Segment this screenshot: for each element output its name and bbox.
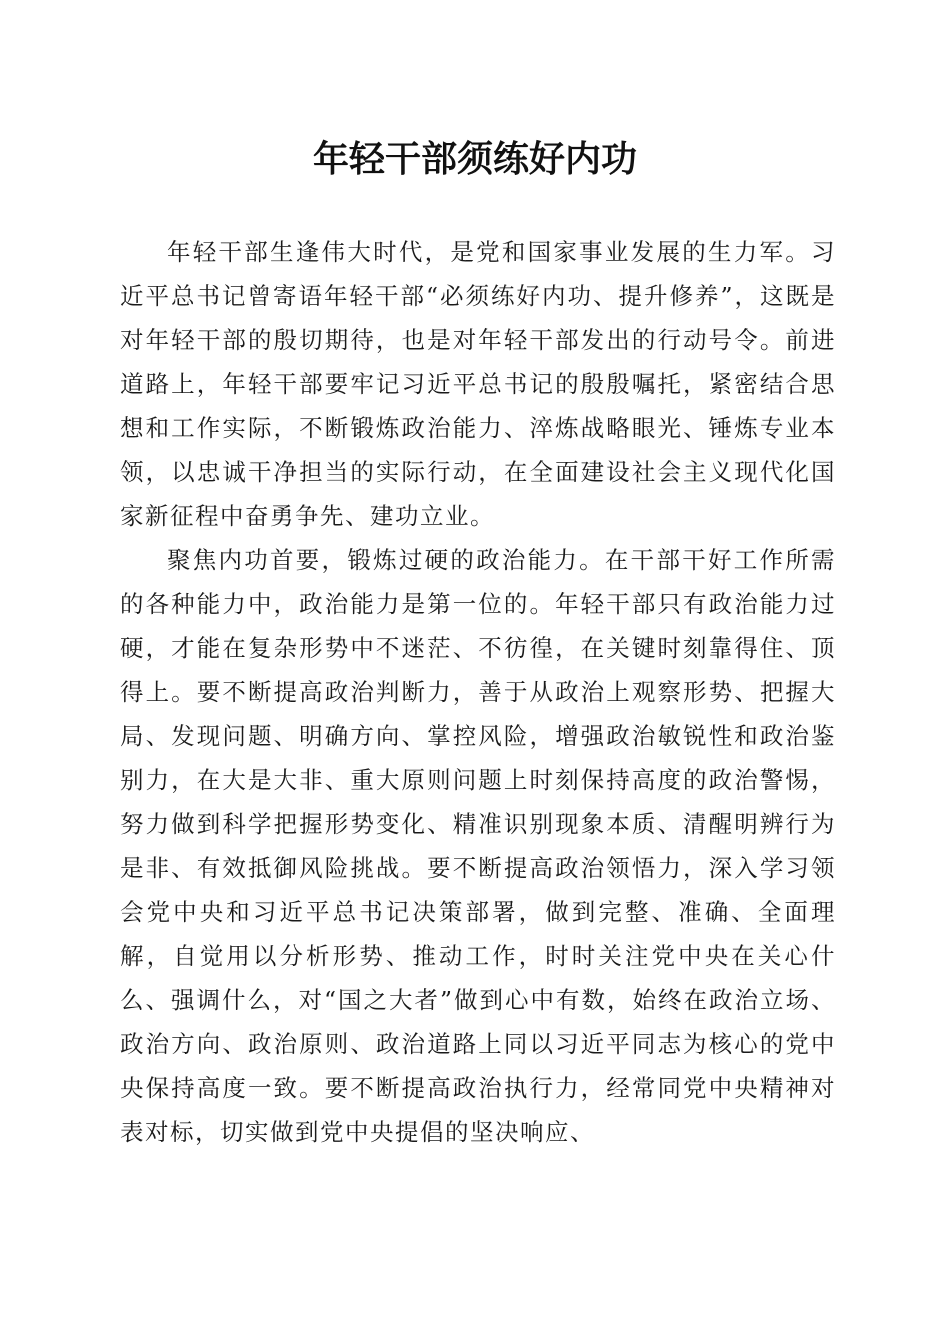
document-title: 年轻干部须练好内功 — [312, 138, 637, 180]
document-body — [120, 230, 836, 1154]
paragraph-intro: 年轻干部生逢伟大时代，是党和国家事业发展的生力军。习近平总书记曾寄语年轻干部“必须练好内功、提升修养”，这既是对年轻干部的殷切期待，也是对年轻干部发出的行动号令。前进道路上，年轻干部要牢记习近平总书记的殷殷嘱托，紧密结合思想和工作实际，不断锻炼政治能力、淬炼战略眼光、锤炼专业本领，以忠诚干净担当的实际行动，在全面建设社会主义现代化国家新征程中奋勇争先、建功立业。 — [120, 238, 836, 530]
paragraph-political-ability: 聚焦内功首要，锻炼过硬的政治能力。在干部干好工作所需的各种能力中，政治能力是第一位的。年轻干部只有政治能力过硬，才能在复杂形势中不迷茫、不彷徨，在关键时刻靠得住、顶得上。要不断提高政治判断力，善于从政治上观察形势、把握大局、发现问题、明确方向、掌控风险，增强政治敏锐性和政治鉴别力，在大是大非、重大原则问题上时刻保持高度的政治警惕，努力做到科学把握形势变化、精准识别现象本质、清醒明辨行为是非、有效抵御风险挑战。要不断提高政治领悟力，深入学习领会党中央和习近平总书记决策部署，做到完整、准确、全面理解，自觉用以分析形势、推动工作，时时关注党中央在关心什么、强调什么，对“国之大者”做到心中有数，始终在政治立场、政治方向、政治原则、政治道路上同以习近平同志为核心的党中央保持高度一致。要不断提高政治执行力，经常同党中央精神对表对标，切实做到党中央提倡的坚决响应、 — [120, 546, 836, 1146]
